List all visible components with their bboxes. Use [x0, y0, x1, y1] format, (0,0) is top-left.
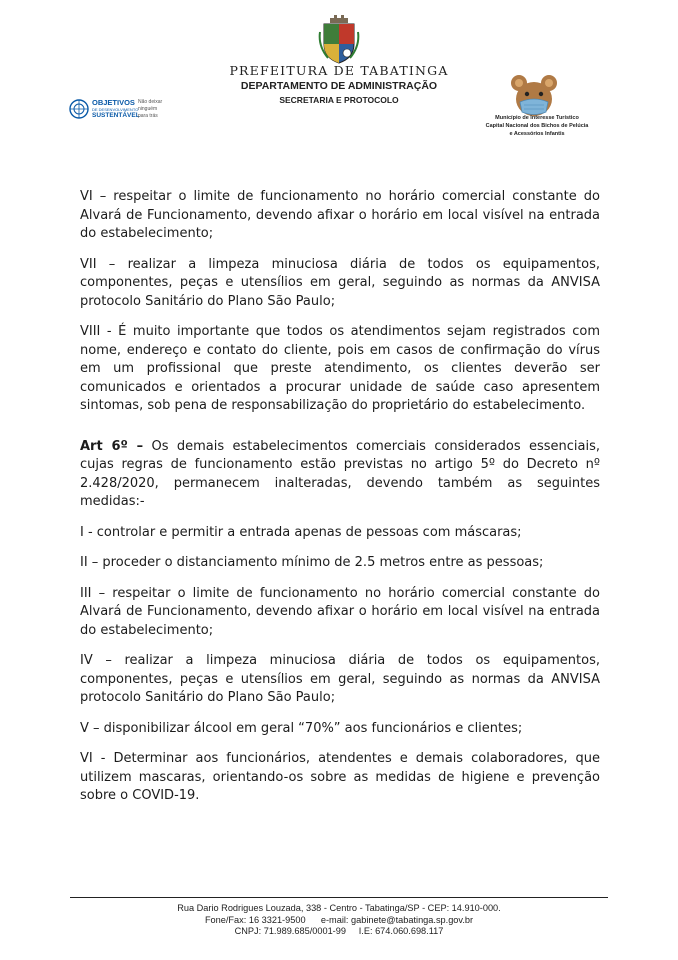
ods-sustentavel: SUSTENTÁVEL [92, 112, 140, 119]
ods-subtitle: DE DESENVOLVIMENTO [92, 107, 139, 112]
ods-motto: Não deixar ninguém para trás [138, 99, 163, 119]
paragraph-vii: VII – realizar a limpeza minuciosa diária de todos os equipamentos, componentes, peças e utensílios em geral, seguindo as normas da ANVISA protocolo Sanitário do Plano São Paulo; [80, 256, 600, 309]
item-v: V – disponibilizar álcool em geral “70%” aos funcionários e clientes; [80, 720, 523, 736]
header-section: SECRETARIA E PROTOCOLO [279, 95, 399, 105]
teddy-bear-mask-icon [508, 72, 560, 120]
ods-title: OBJETIVOS [92, 98, 135, 107]
ods-logo [68, 96, 168, 128]
paragraph-vi: VI – respeitar o limite de funcionamento no horário comercial constante do Alvará de Funcionamento, devendo afixar o horário em local visível na entrada do estabelecimento; [80, 189, 600, 241]
footer [0, 903, 678, 938]
item-iii: III – respeitar o limite de funcionamento no horário comercial constante do Alvará de Funcionamento, devendo afixar o horário em local visível na entrada do estabelecimento; [80, 585, 600, 638]
footer-registration: CNPJ: 71.989.685/0001-99 I.E: 674.060.698.117 [234, 926, 444, 936]
tourism-badge-text: Município de Interesse Turístico Capital Nacional dos Bichos de Pelúcia e Acessórios Infantis [485, 115, 589, 137]
footer-address: Rua Dario Rodrigues Louzada, 338 - Centro - Tabatinga/SP - CEP: 14.910-000. [177, 903, 501, 913]
item-i: I - controlar e permitir a entrada apenas de pessoas com máscaras; [80, 524, 522, 540]
document-body [80, 188, 600, 818]
article-6 [80, 438, 600, 512]
item-ii: II – proceder o distanciamento mínimo de 2.5 metros entre as pessoas; [80, 555, 544, 570]
item-iv: IV – realizar a limpeza minuciosa diária de todos os equipamentos, componentes, peças e utensílios em geral, seguindo as normas da ANVISA protocolo Sanitário do Plano São Paulo; [80, 653, 600, 705]
header-title: PREFEITURA DE TABATINGA [229, 63, 449, 78]
un-globe-icon [68, 98, 90, 120]
item-vi: VI - Determinar aos funcionários, atendentes e demais colaboradores, que utilizem mascaras, orientando-os sobre as medidas de higiene e prevenção sobre o COVID-19. [80, 751, 600, 803]
article-text: Os demais estabelecimentos comerciais considerados essenciais, cujas regras de funcionamento estão previstas no artigo 5º do Decreto nº 2.428/2020, permanecem inalteradas, devendo também as seguintes medidas:- [80, 438, 600, 509]
footer-contact: Fone/Fax: 16 3321-9500 e-mail: gabinete@tabatinga.sp.gov.br [204, 914, 474, 925]
coat-of-arms-icon [318, 14, 360, 64]
header-department: DEPARTAMENTO DE ADMINISTRAÇÃO [240, 80, 438, 92]
paragraph-viii: VIII - É muito importante que todos os atendimentos sejam registrados com nome, endereço e contato do cliente, pois em casos de confirmação do vírus em um profissional que preste atendimento, os clientes deverão ser comunicados e orientados a procurar unidade de saúde caso apresentem sintomas, sob pena de responsabilização do proprietário do estabelecimento. [80, 324, 600, 413]
article-label: Art 6º – [80, 438, 144, 454]
footer-divider [70, 897, 608, 898]
